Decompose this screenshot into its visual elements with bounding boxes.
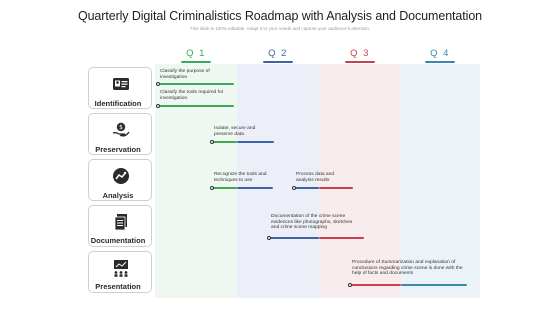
presentation-board-icon [111, 258, 131, 278]
page-title: Quarterly Digital Criminalistics Roadmap with Analysis and Documentation [77, 9, 483, 23]
task-start-marker [348, 283, 352, 287]
task-start-marker [267, 236, 271, 240]
task-text: Procedure of Summarization and explanation of conclusions regarding crime scene is done with the help of facts and documents [352, 260, 463, 277]
stage-label-documentation: Documentation [90, 236, 146, 245]
quarter-q1-label: Q 1 [186, 48, 206, 59]
page-subtitle: This slide is 100% editable. Adapt it to your needs and capture your audience's attention. [189, 26, 371, 31]
hand-money-icon [111, 120, 131, 140]
id-card-icon [111, 74, 131, 94]
task-text: Classify the tools required for investigation [160, 90, 224, 101]
stage-label-identification: Identification [94, 99, 142, 108]
task-text: Documentation of the crime scene evidences like photographs, sketches and crime scene mapping [271, 214, 353, 231]
stage-label-preservation: Preservation [95, 145, 141, 154]
task-start-marker [210, 186, 214, 190]
task-text: Classify the purpose of investigation [160, 69, 210, 80]
task-text: Isolate, secure and preserve data [214, 126, 256, 137]
quarter-q2-label: Q 2 [268, 48, 288, 59]
quarter-q4-label: Q 4 [430, 48, 450, 59]
quarter-q3-label: Q 3 [350, 48, 370, 59]
quarter-q3-underline [345, 61, 375, 63]
trend-chart-icon [111, 166, 131, 186]
task-text: Recognize the tools and techniques to use [214, 172, 267, 183]
task-start-marker [156, 104, 160, 108]
quarter-q4-underline [425, 61, 455, 63]
stage-label-analysis: Analysis [102, 191, 134, 200]
svg-text:$: $ [119, 124, 123, 132]
quarter-q2-underline [263, 61, 293, 63]
document-icon [111, 212, 131, 232]
task-start-marker [292, 186, 296, 190]
quarter-q1-underline [181, 61, 211, 63]
stage-label-presentation: Presentation [95, 282, 141, 291]
task-text: Process data and analysis results [296, 172, 335, 183]
task-start-marker [156, 82, 160, 86]
task-start-marker [210, 140, 214, 144]
